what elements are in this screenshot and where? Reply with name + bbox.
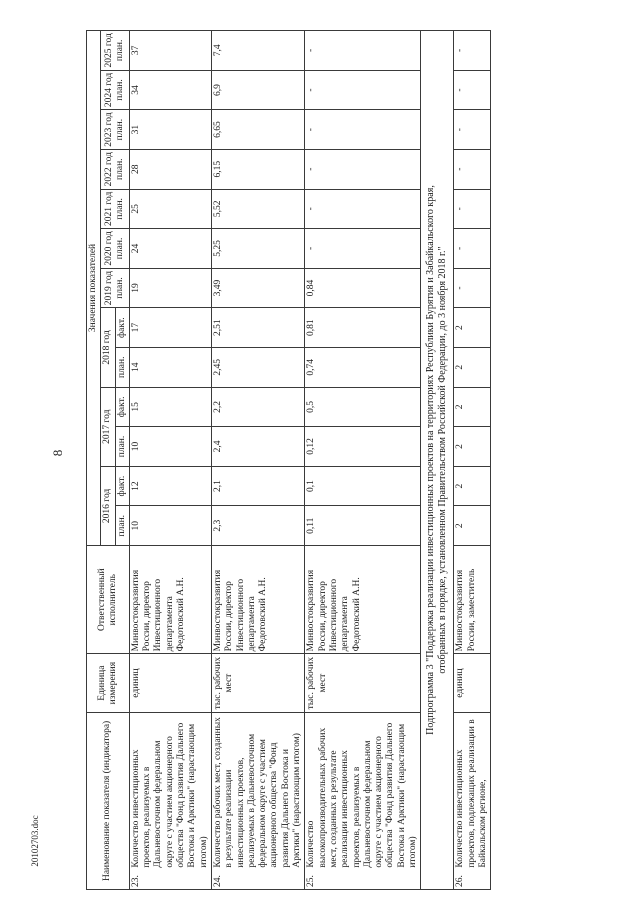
value-cell: 0,12	[305, 427, 421, 467]
value-cell: 0,84	[305, 268, 421, 308]
responsible-person: Минвостокразвития России, заместитель	[454, 546, 491, 654]
header-year-2016: 2016 год	[101, 466, 115, 545]
value-cell: 2,4	[211, 427, 304, 467]
table-row	[129, 31, 211, 890]
value-cell: 24	[129, 229, 211, 269]
indicator-unit: тыс. рабочих мест	[305, 654, 421, 712]
value-cell: 3,49	[211, 268, 304, 308]
value-cell: 2	[454, 387, 491, 427]
value-cell: -	[305, 149, 421, 189]
row-index: 26.	[454, 869, 491, 890]
value-cell: 25	[129, 189, 211, 229]
value-cell: 2,45	[211, 347, 304, 387]
header-year-2021: 2021 год план.	[101, 189, 130, 229]
value-cell: 17	[129, 308, 211, 348]
header-fact: факт.	[115, 308, 129, 348]
row-index: 24.	[211, 869, 304, 890]
subprogram-title-line-2: отобранных в порядке, установленном Правительством Российской Федерации, до 3 ноября 2018 г."	[437, 246, 449, 674]
indicator-name: Количество высокопроизводительных рабочих мест, созданных в результате реализации инвестиционных проектов, реализуемых в Дальневосточном федеральном округе с участием акционерного общества "Фонд развития Дальнего Востока и Арктики" (нарастающим итогом)	[305, 712, 421, 868]
header-plan: план.	[115, 347, 129, 387]
subprogram-row	[421, 31, 454, 890]
header-year-2024: 2024 год план.	[101, 70, 130, 110]
value-cell: -	[454, 70, 491, 110]
indicator-unit: тыс. рабочих мест	[211, 654, 304, 712]
value-cell: 15	[129, 387, 211, 427]
indicator-unit: единиц	[454, 654, 491, 712]
value-cell: 19	[129, 268, 211, 308]
header-name: Наименование показателя (индикатора)	[87, 712, 130, 889]
value-cell: 2,2	[211, 387, 304, 427]
value-cell: -	[305, 189, 421, 229]
responsible-person: Минвостокразвития России, директор Инвестиционного департамента Федотовский А.Н.	[129, 546, 211, 654]
header-year-2018: 2018 год	[101, 308, 115, 387]
responsible-person: Минвостокразвития России, директор Инвестиционного департамента Федотовский А.Н.	[211, 546, 304, 654]
value-cell: 2	[454, 506, 491, 546]
table-row	[211, 31, 304, 890]
subprogram-title-line-1: Подпрограмма 3 "Поддержка реализации инвестиционных проектов на территориях Республики Бурятия и Забайкальского края,	[425, 185, 437, 735]
table-row	[305, 31, 421, 890]
indicator-name: Количество инвестиционных проектов, реализуемых в Дальневосточном федеральном округе с участием акционерного общества "Фонд развития Дальнего Востока и Арктики" (нарастающим итогом)	[129, 712, 211, 868]
indicator-name: Количество инвестиционных проектов, подлежащих реализации в Байкальском регионе,	[454, 712, 491, 868]
value-cell: -	[305, 229, 421, 269]
header-responsible: Ответственный исполнитель	[87, 546, 130, 654]
row-index: 25.	[305, 869, 421, 890]
value-cell: 10	[129, 427, 211, 467]
value-cell: 0,11	[305, 506, 421, 546]
value-cell: 2	[454, 466, 491, 506]
value-cell: 31	[129, 110, 211, 150]
row-index: 23.	[129, 869, 211, 890]
rotated-table-container	[86, 30, 621, 890]
value-cell: -	[454, 189, 491, 229]
value-cell: 7,4	[211, 31, 304, 71]
value-cell: -	[305, 110, 421, 150]
value-cell: 10	[129, 506, 211, 546]
page-number: 8	[50, 449, 65, 457]
value-cell: 0,74	[305, 347, 421, 387]
value-cell: 28	[129, 149, 211, 189]
value-cell: 2	[454, 308, 491, 348]
header-year-2025: 2025 год план.	[101, 31, 130, 71]
indicator-name: Количество рабочих мест, созданных в результате реализации инвестиционных проектов, реализуемых в Дальневосточном федеральном округе с участием акционерного общества "Фонд развития Дальнего Востока и Арктики" (нарастающим итогом)	[211, 712, 304, 868]
value-cell: -	[454, 229, 491, 269]
header-year-2020: 2020 год план.	[101, 229, 130, 269]
value-cell: 37	[129, 31, 211, 71]
indicator-unit: единиц	[129, 654, 211, 712]
value-cell: 2	[454, 347, 491, 387]
value-cell: 5,25	[211, 229, 304, 269]
value-cell: 6,15	[211, 149, 304, 189]
value-cell: 6,9	[211, 70, 304, 110]
value-cell: -	[454, 149, 491, 189]
header-values-group: Значения показателей	[87, 31, 101, 546]
value-cell: 0,81	[305, 308, 421, 348]
value-cell: -	[454, 268, 491, 308]
indicators-table	[86, 30, 491, 890]
value-cell: -	[454, 110, 491, 150]
responsible-person: Минвостокразвития России, директор Инвестиционного департамента Федотовский А.Н.	[305, 546, 421, 654]
subprogram-title	[421, 31, 454, 890]
value-cell: 2	[454, 427, 491, 467]
value-cell: 0,5	[305, 387, 421, 427]
value-cell: 2,3	[211, 506, 304, 546]
header-year-2017: 2017 год	[101, 387, 115, 466]
value-cell: 12	[129, 466, 211, 506]
header-year-2019: 2019 год план.	[101, 268, 130, 308]
header-unit: Единица измерения	[87, 654, 130, 712]
value-cell: 6,65	[211, 110, 304, 150]
header-plan: план.	[115, 506, 129, 546]
value-cell: 34	[129, 70, 211, 110]
value-cell: -	[305, 31, 421, 71]
value-cell: 0,1	[305, 466, 421, 506]
header-year-2023: 2023 год план.	[101, 110, 130, 150]
table-row	[454, 31, 491, 890]
header-fact: факт.	[115, 387, 129, 427]
value-cell: 2,1	[211, 466, 304, 506]
value-cell: 5,52	[211, 189, 304, 229]
header-year-2022: 2022 год план.	[101, 149, 130, 189]
footer-filename: 20102703.doc	[30, 815, 40, 867]
value-cell: -	[305, 70, 421, 110]
header-fact: факт.	[115, 466, 129, 506]
value-cell: 2,51	[211, 308, 304, 348]
value-cell: -	[454, 31, 491, 71]
header-plan: план.	[115, 427, 129, 467]
value-cell: 14	[129, 347, 211, 387]
